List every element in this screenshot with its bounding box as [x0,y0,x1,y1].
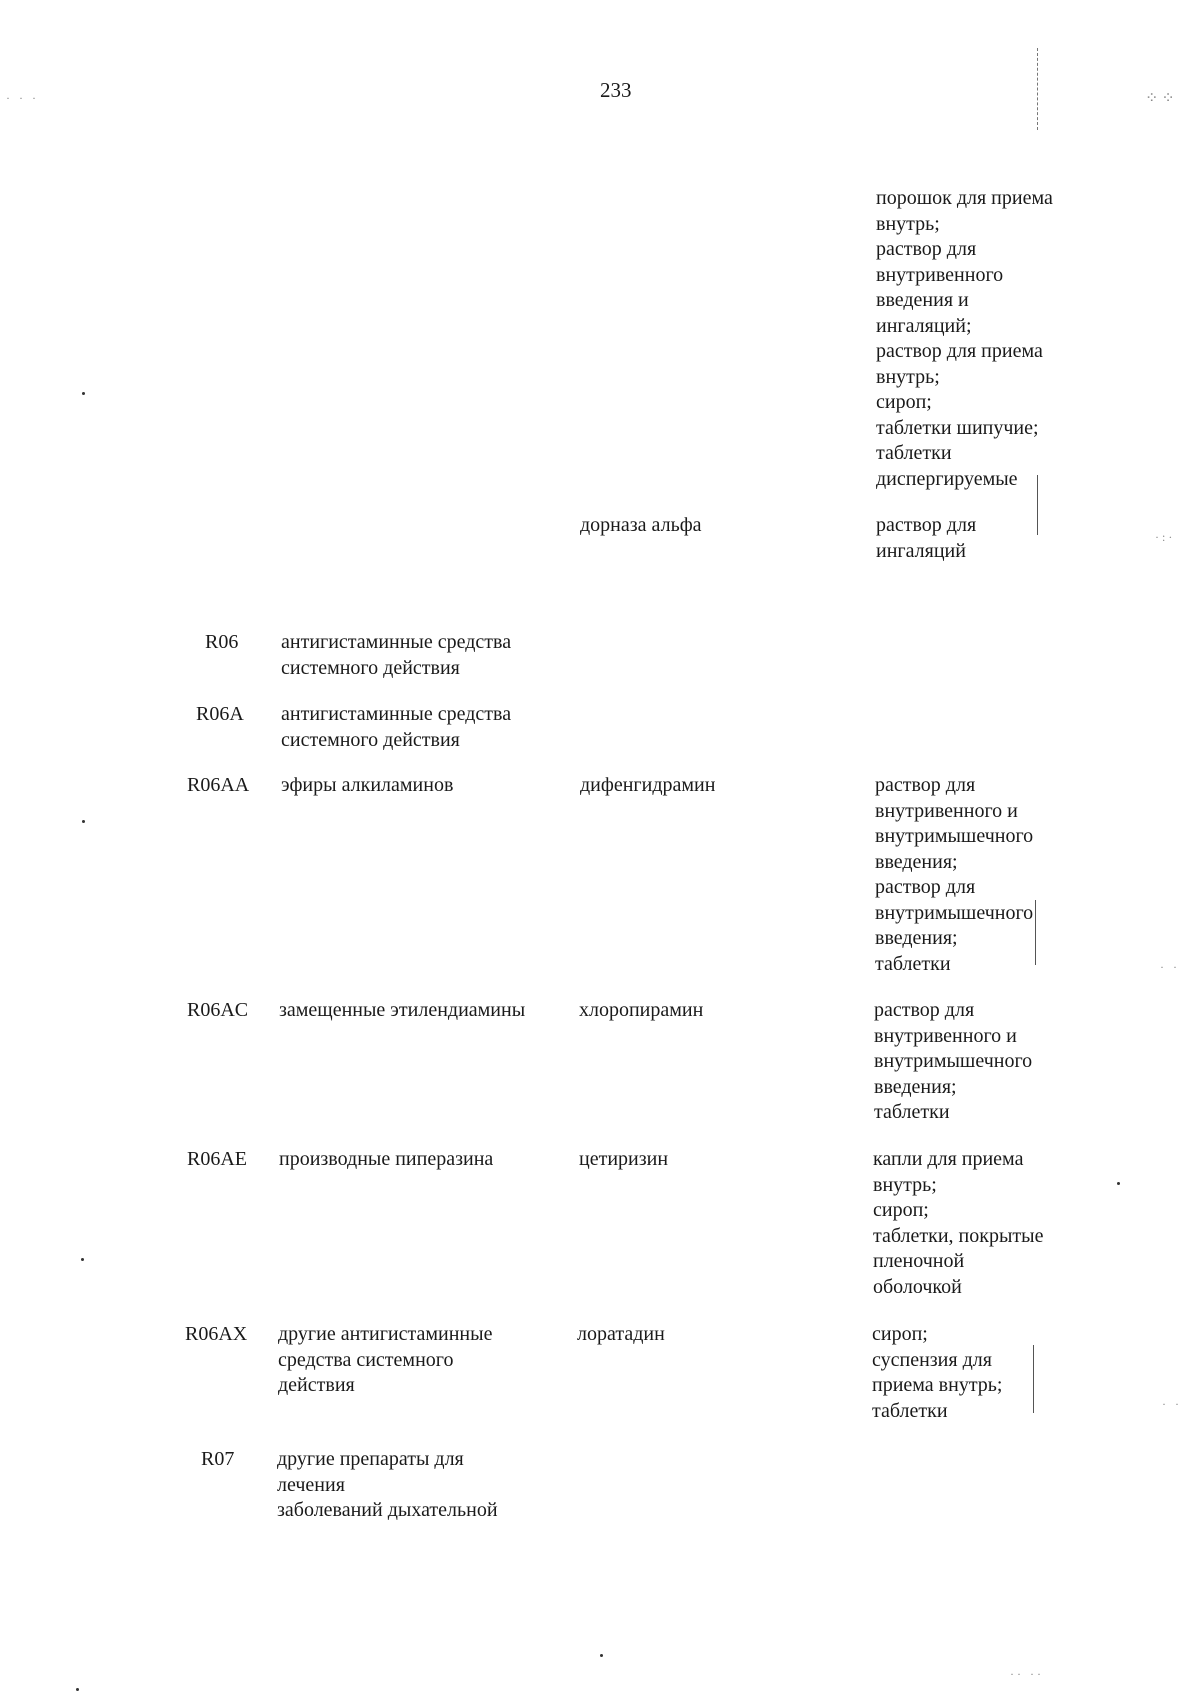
atc-group: производные пиперазина [279,1148,494,1170]
dosage-forms: раствор для внутривенного и внутримышечного введения; раствор для внутримышечного введения; таблетки [875,774,1034,975]
atc-group: другие препараты для лечения заболеваний дыхательной [277,1448,498,1521]
scan-margin-line [1035,900,1036,965]
scan-speck [600,1654,603,1657]
substance-name: дифенгидрамин [580,774,716,796]
substance-name: лоратадин [577,1323,665,1345]
continuation-forms: порошок для приема внутрь; раствор для внутривенного введения и ингаляций; раствор для приема внутрь; сироп; таблетки шипучие; таблетки диспергируемые [876,187,1053,490]
scan-noise: · · [1162,1397,1182,1411]
atc-code: R06 [205,631,239,653]
scan-speck [81,1258,84,1261]
substance-name: цетиризин [579,1148,669,1170]
scan-margin-line [1037,48,1038,130]
dosage-forms: сироп; суспензия для приема внутрь; таблетки [872,1323,1003,1422]
atc-group: замещенные этилендиамины [279,999,526,1021]
scan-speck [82,820,85,823]
scan-noise: · · · [6,91,39,105]
scan-speck [82,392,85,395]
atc-code: R06A [196,703,244,725]
dosage-forms: раствор для внутривенного и внутримышечного введения; таблетки [874,999,1033,1123]
substance-name: дорназа альфа [580,514,702,536]
substance-name: хлоропирамин [579,999,704,1021]
scan-noise: · · [1160,960,1180,974]
dosage-forms: капли для приема внутрь; сироп; таблетки, покрытые пленочной оболочкой [873,1148,1044,1298]
atc-group: антигистаминные средства системного действия [281,631,512,679]
atc-group: другие антигистаминные средства системного действия [278,1323,493,1396]
atc-code: R06AC [187,999,249,1021]
scan-speck [76,1688,79,1691]
atc-code: R06AE [187,1148,247,1170]
scan-margin-line [1037,475,1038,535]
atc-group: антигистаминные средства системного действия [281,703,512,751]
scan-noise: ⁘⁘ [1145,90,1178,107]
atc-code: R06AX [185,1323,248,1345]
scan-noise: ·· ·· [1010,1667,1044,1681]
atc-group: эфиры алкиламинов [281,774,454,796]
scan-margin-line [1033,1345,1034,1413]
scan-noise: ·:· [1155,530,1176,544]
scan-speck [1117,1182,1120,1185]
atc-code: R06AA [187,774,250,796]
page-number: 233 [600,78,632,102]
dosage-forms: раствор для ингаляций [876,514,977,562]
atc-code: R07 [201,1448,235,1470]
